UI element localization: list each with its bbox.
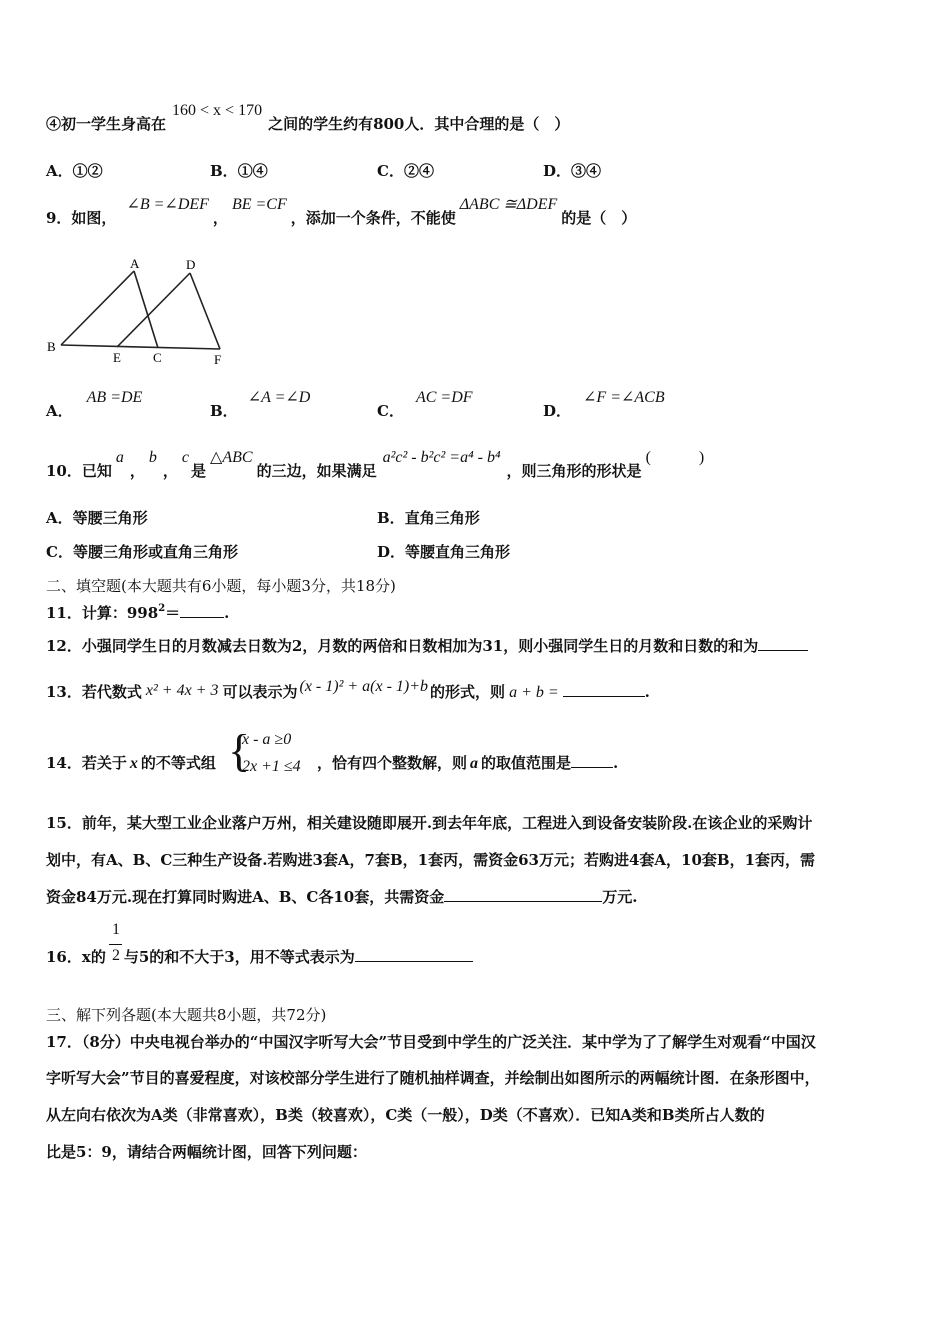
- q16-answer-blank[interactable]: [355, 947, 473, 962]
- q8-item4-prefix: ④初一学生身高在: [46, 115, 167, 133]
- q15-line2: 划中，有A、B、C三种生产设备.若购进3套A，7套B，1套丙，需资金63万元；若购进4套A，10套B，1套丙，需: [46, 851, 816, 869]
- q16-frac-den: 2: [112, 947, 120, 964]
- q9-cond1: ∠B =∠DEF: [126, 196, 209, 213]
- q9-figure: [44, 252, 234, 368]
- q9-option-b: B．∠A =∠D: [210, 389, 311, 420]
- q10-stem: 10．已知a，b，c是△ABC的三边，如果满足a²c² - b²c² =a⁴ - b⁴，则三角形的形状是( ): [46, 449, 705, 480]
- q14-brace: {: [228, 725, 251, 776]
- q14-ineq2: 2x +1 ≤4: [242, 758, 301, 775]
- q8-item4-math: 160 < x < 170: [172, 102, 263, 119]
- q9-stem: 9．如图，∠B =∠DEF，BE =CF，添加一个条件，不能使ΔABC ≅ΔDEF的是（ ）: [46, 196, 637, 227]
- q13-ask: a + b =: [509, 684, 559, 701]
- fig-label-a: A: [130, 256, 140, 271]
- q14-suffix-line: ，恰有四个整数解，则 a 的取值范围是 .: [317, 754, 619, 772]
- q9-cond2: BE =CF: [231, 196, 287, 213]
- q10-option-b: B．直角三角形: [377, 509, 480, 527]
- section2-title: 二、填空题(本大题共有6小题，每小题3分，共18分): [46, 577, 396, 595]
- q16-frac-num: 1: [112, 921, 120, 938]
- q10-option-d: D．等腰直角三角形: [377, 543, 511, 561]
- q9-option-a: A．AB =DE: [46, 389, 143, 420]
- q10-option-a: A．等腰三角形: [46, 509, 148, 527]
- q8-option-c: C．②④: [377, 162, 434, 180]
- q17-line4: 比是5：9，请结合两幅统计图，回答下列问题：: [46, 1143, 367, 1161]
- section3-title: 三、解下列各题(本大题共8小题，共72分): [46, 1006, 327, 1024]
- q16: 16．x的 与5的和不大于3，用不等式表示为: [46, 947, 473, 967]
- q11: 11．计算：$998^2=$ .: [46, 603, 230, 622]
- q8-item4: [46, 102, 570, 135]
- q10-equation: a²c² - b²c² =a⁴ - b⁴: [382, 449, 501, 466]
- q16-frac-bar: [109, 944, 122, 945]
- q14-ineq1: x - a ≥0: [242, 731, 292, 748]
- q9-option-c: C．AC =DF: [377, 389, 473, 420]
- q17-line2: 字听写大会”节目的喜爱程度，对该校部分学生进行了随机抽样调查，并绘制出如图所示的两幅统计图．在条形图中，: [46, 1069, 820, 1087]
- q12-answer-blank[interactable]: [758, 636, 808, 651]
- q9-goal: ΔABC ≅ΔDEF: [459, 196, 558, 213]
- q12: 12．小强同学生日的月数减去日数为2，月数的两倍和日数相加为31，则小强同学生日的月数和日数的和为: [46, 636, 808, 656]
- q8-option-b: B．①④: [210, 162, 268, 180]
- fig-label-e: E: [113, 350, 121, 365]
- q13: 13．若代数式 x² + 4x + 3 可以表示为 (x - 1)² + a(x - 1)+b 的形式，则 a + b = .: [46, 678, 650, 701]
- q13-expr: x² + 4x + 3: [145, 682, 219, 699]
- fig-label-d: D: [186, 257, 196, 272]
- q8-item4-suffix: 之间的学生约有800人．其中合理的是（ ）: [268, 115, 570, 133]
- q9-option-d: D．∠F =∠ACB: [543, 389, 665, 420]
- q14-prefix-line: 14．若关于 x 的不等式组: [46, 754, 216, 772]
- q13-answer-blank[interactable]: [563, 682, 645, 697]
- q11-answer-blank[interactable]: [180, 603, 224, 618]
- fig-label-b: B: [47, 339, 56, 354]
- q15-line1: 15．前年，某大型工业企业落户万州，相关建设随即展开.到去年年底，工程进入到设备安装阶段.在该企业的采购计: [46, 814, 813, 832]
- fig-label-f: F: [214, 352, 222, 367]
- q15-line3: 资金84万元.现在打算同时购进A、B、C各10套，共需资金 万元.: [46, 888, 638, 906]
- q17-line1: 17．（8分）中央电视台举办的“中国汉字听写大会”节目受到中学生的广泛关注．某中学为了了解学生对观看“中国汉: [46, 1033, 816, 1051]
- fig-label-c: C: [153, 350, 162, 365]
- q15-answer-blank[interactable]: [444, 887, 602, 902]
- q14-answer-blank[interactable]: [571, 753, 613, 768]
- q17-line3: 从左向右依次为A类（非常喜欢），B类（较喜欢），C类（一般），D类（不喜欢）．已知A类和B类所占人数的: [46, 1106, 765, 1124]
- q10-triangle: △ABC: [210, 449, 253, 466]
- q10-option-c: C．等腰三角形或直角三角形: [46, 543, 238, 561]
- q13-form: (x - 1)² + a(x - 1)+b: [299, 678, 429, 695]
- q8-option-a: A．①②: [46, 162, 103, 180]
- q8-option-d: D．③④: [543, 162, 602, 180]
